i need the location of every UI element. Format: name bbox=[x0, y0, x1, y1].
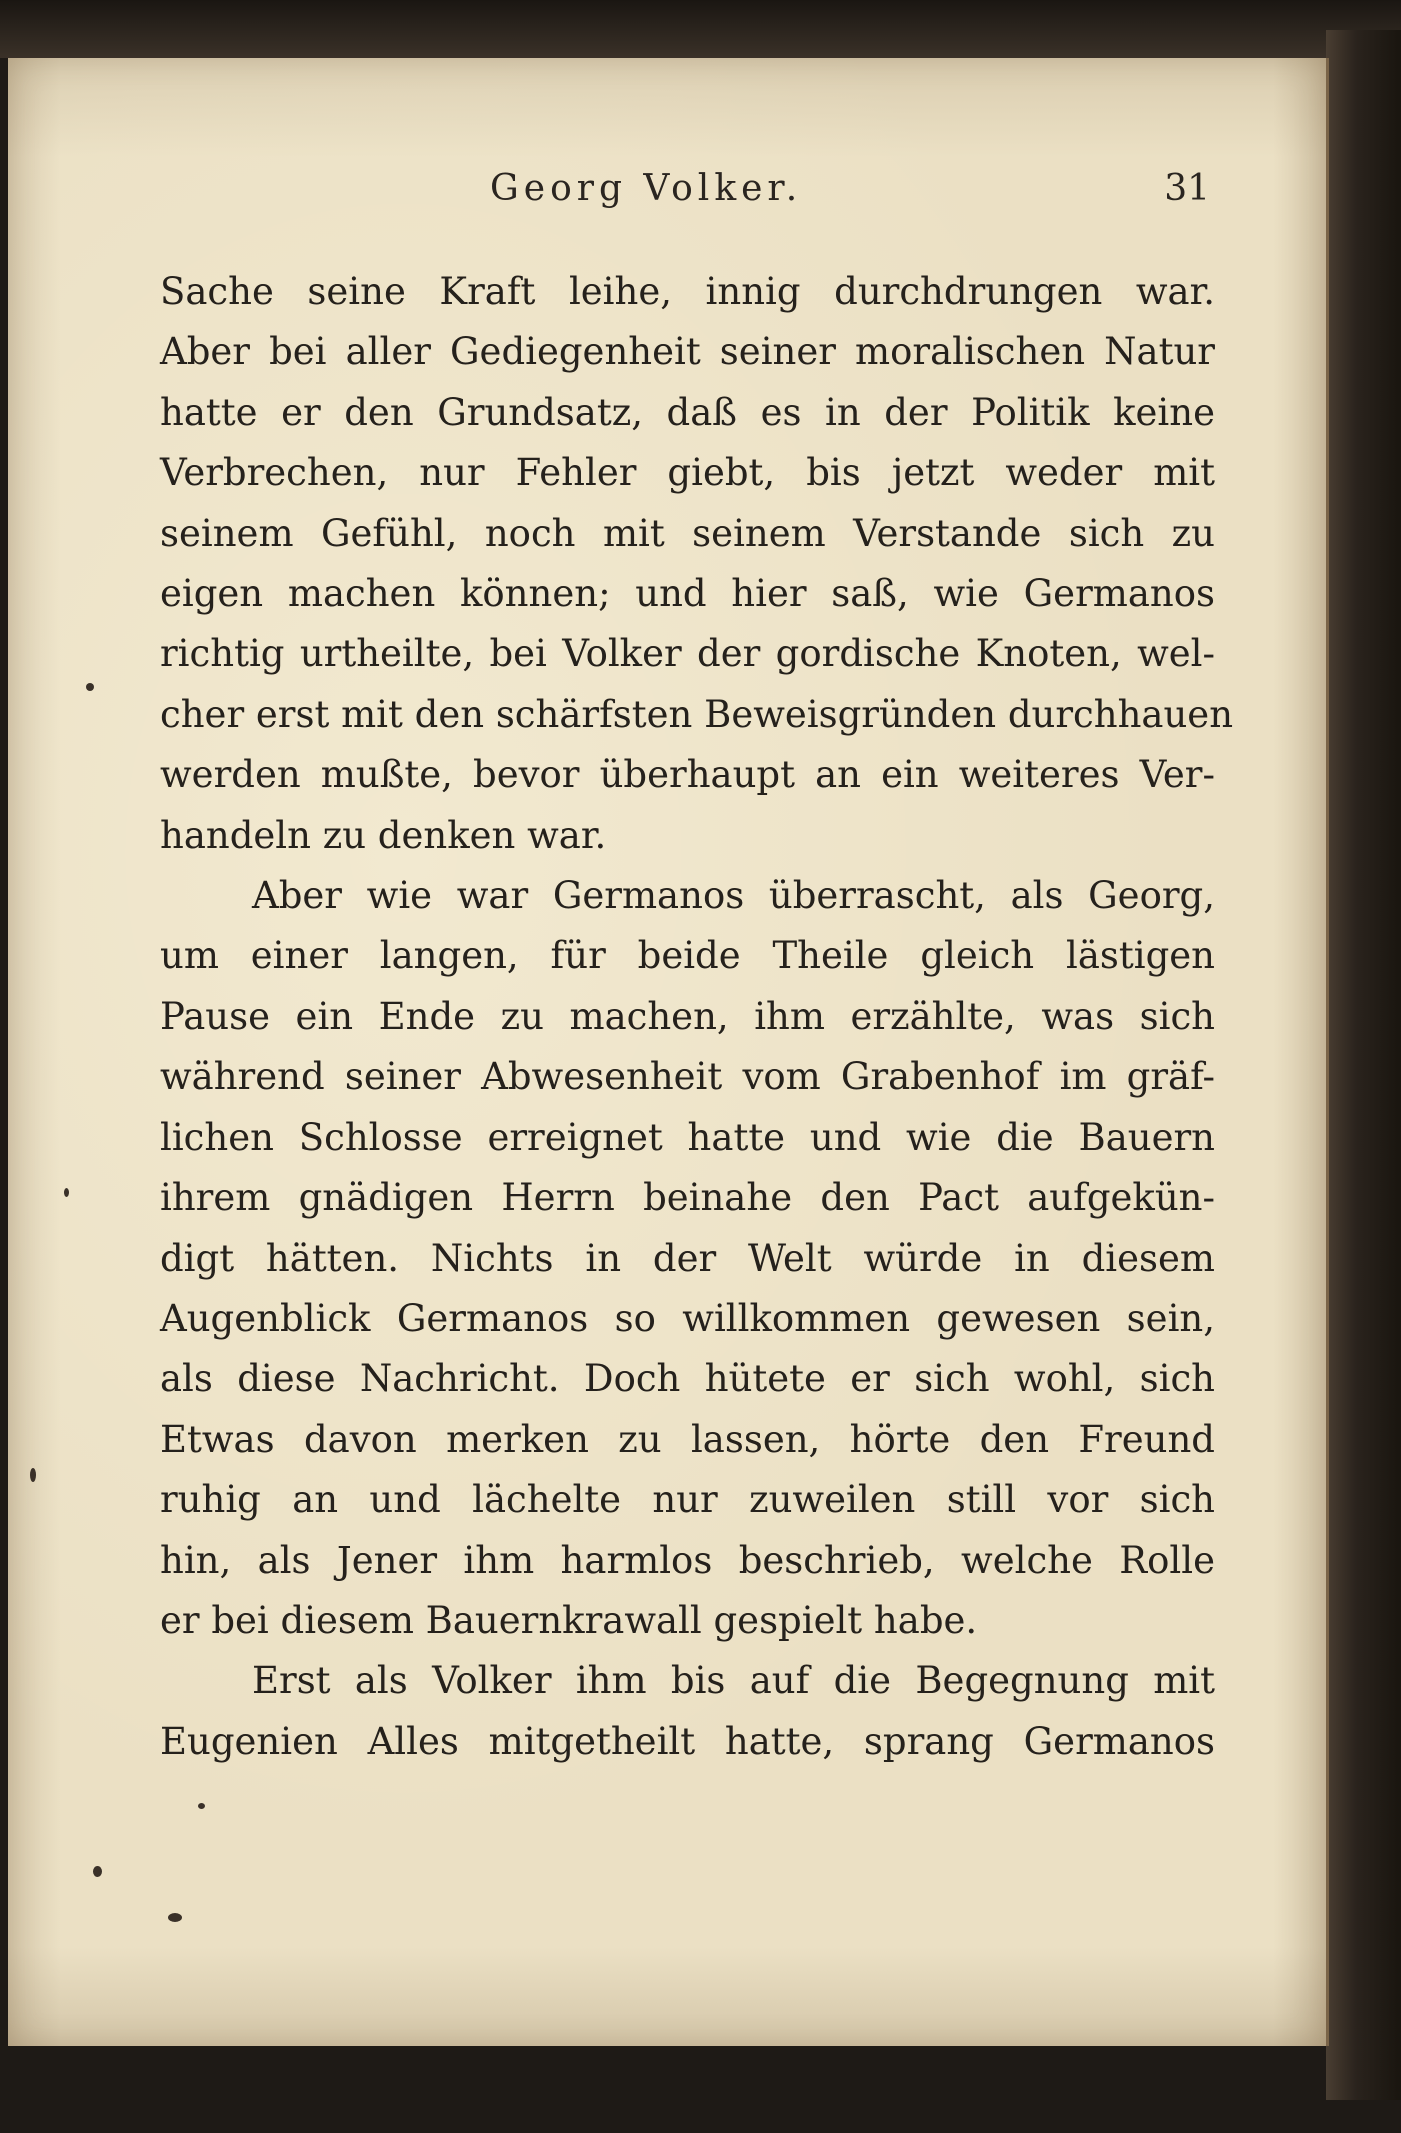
text-line: er bei diesem Bauernkrawall gespielt habe. bbox=[160, 1598, 978, 1642]
text-line: um einer langen, für beide Theile gleich lästigen bbox=[160, 934, 1215, 978]
text-line: Eugenien Alles mitgetheilt hatte, sprang Germanos bbox=[160, 1719, 1215, 1763]
ink-speck bbox=[168, 1913, 182, 1922]
text-line: während seiner Abwesenheit vom Grabenhof im gräf- bbox=[160, 1055, 1215, 1099]
text-line: handeln zu denken war. bbox=[160, 813, 607, 857]
text-line: hin, als Jener ihm harmlos beschrieb, welche Rolle bbox=[160, 1538, 1215, 1582]
ink-speck bbox=[30, 1468, 36, 1482]
text-line: Aber wie war Germanos überrascht, als Georg, bbox=[252, 874, 1215, 918]
text-line: hatte er den Grundsatz, daß es in der Politik keine bbox=[160, 390, 1215, 434]
text-line: lichen Schlosse erreignet hatte und wie die Bauern bbox=[160, 1115, 1215, 1159]
book-spine-edge bbox=[1326, 30, 1401, 2100]
text-line: richtig urtheilte, bei Volker der gordische Knoten, wel- bbox=[160, 632, 1215, 676]
text-line: werden mußte, bevor überhaupt an ein weiteres Ver- bbox=[160, 753, 1215, 797]
paragraph bbox=[160, 262, 1234, 866]
page-number: 31 bbox=[1164, 168, 1210, 209]
text-line: cher erst mit den schärfsten Beweisgründen durchhauen bbox=[160, 692, 1234, 736]
text-line: Verbrechen, nur Fehler giebt, bis jetzt weder mit bbox=[160, 451, 1215, 495]
body-text bbox=[160, 262, 1234, 1772]
ink-speck bbox=[93, 1866, 102, 1877]
text-line: Pause ein Ende zu machen, ihm erzählte, was sich bbox=[160, 994, 1215, 1038]
text-line: Sache seine Kraft leihe, innig durchdrungen war. bbox=[160, 270, 1215, 313]
ink-speck bbox=[86, 683, 94, 691]
ink-speck bbox=[198, 1803, 205, 1809]
text-line: ihrem gnädigen Herrn beinahe den Pact aufgekün- bbox=[160, 1176, 1215, 1220]
ink-speck bbox=[64, 1188, 69, 1197]
book-top-edge bbox=[0, 0, 1401, 58]
text-line: als diese Nachricht. Doch hütete er sich wohl, sich bbox=[160, 1357, 1215, 1401]
paragraph bbox=[160, 866, 1215, 1651]
paragraph bbox=[160, 1651, 1215, 1772]
text-line: Erst als Volker ihm bis auf die Begegnung mit bbox=[252, 1659, 1215, 1703]
page-header bbox=[150, 168, 1210, 228]
text-line: Aber bei aller Gediegenheit seiner moralischen Natur bbox=[160, 330, 1215, 374]
text-line: Etwas davon merken zu lassen, hörte den Freund bbox=[160, 1417, 1215, 1461]
text-line: eigen machen können; und hier saß, wie Germanos bbox=[160, 572, 1215, 616]
running-title: Georg Volker. bbox=[490, 168, 803, 209]
text-line: seinem Gefühl, noch mit seinem Verstande sich zu bbox=[160, 511, 1215, 555]
text-line: ruhig an und lächelte nur zuweilen still vor sich bbox=[160, 1478, 1215, 1522]
text-line: Augenblick Germanos so willkommen gewesen sein, bbox=[160, 1296, 1215, 1340]
text-line: digt hätten. Nichts in der Welt würde in diesem bbox=[160, 1236, 1215, 1280]
